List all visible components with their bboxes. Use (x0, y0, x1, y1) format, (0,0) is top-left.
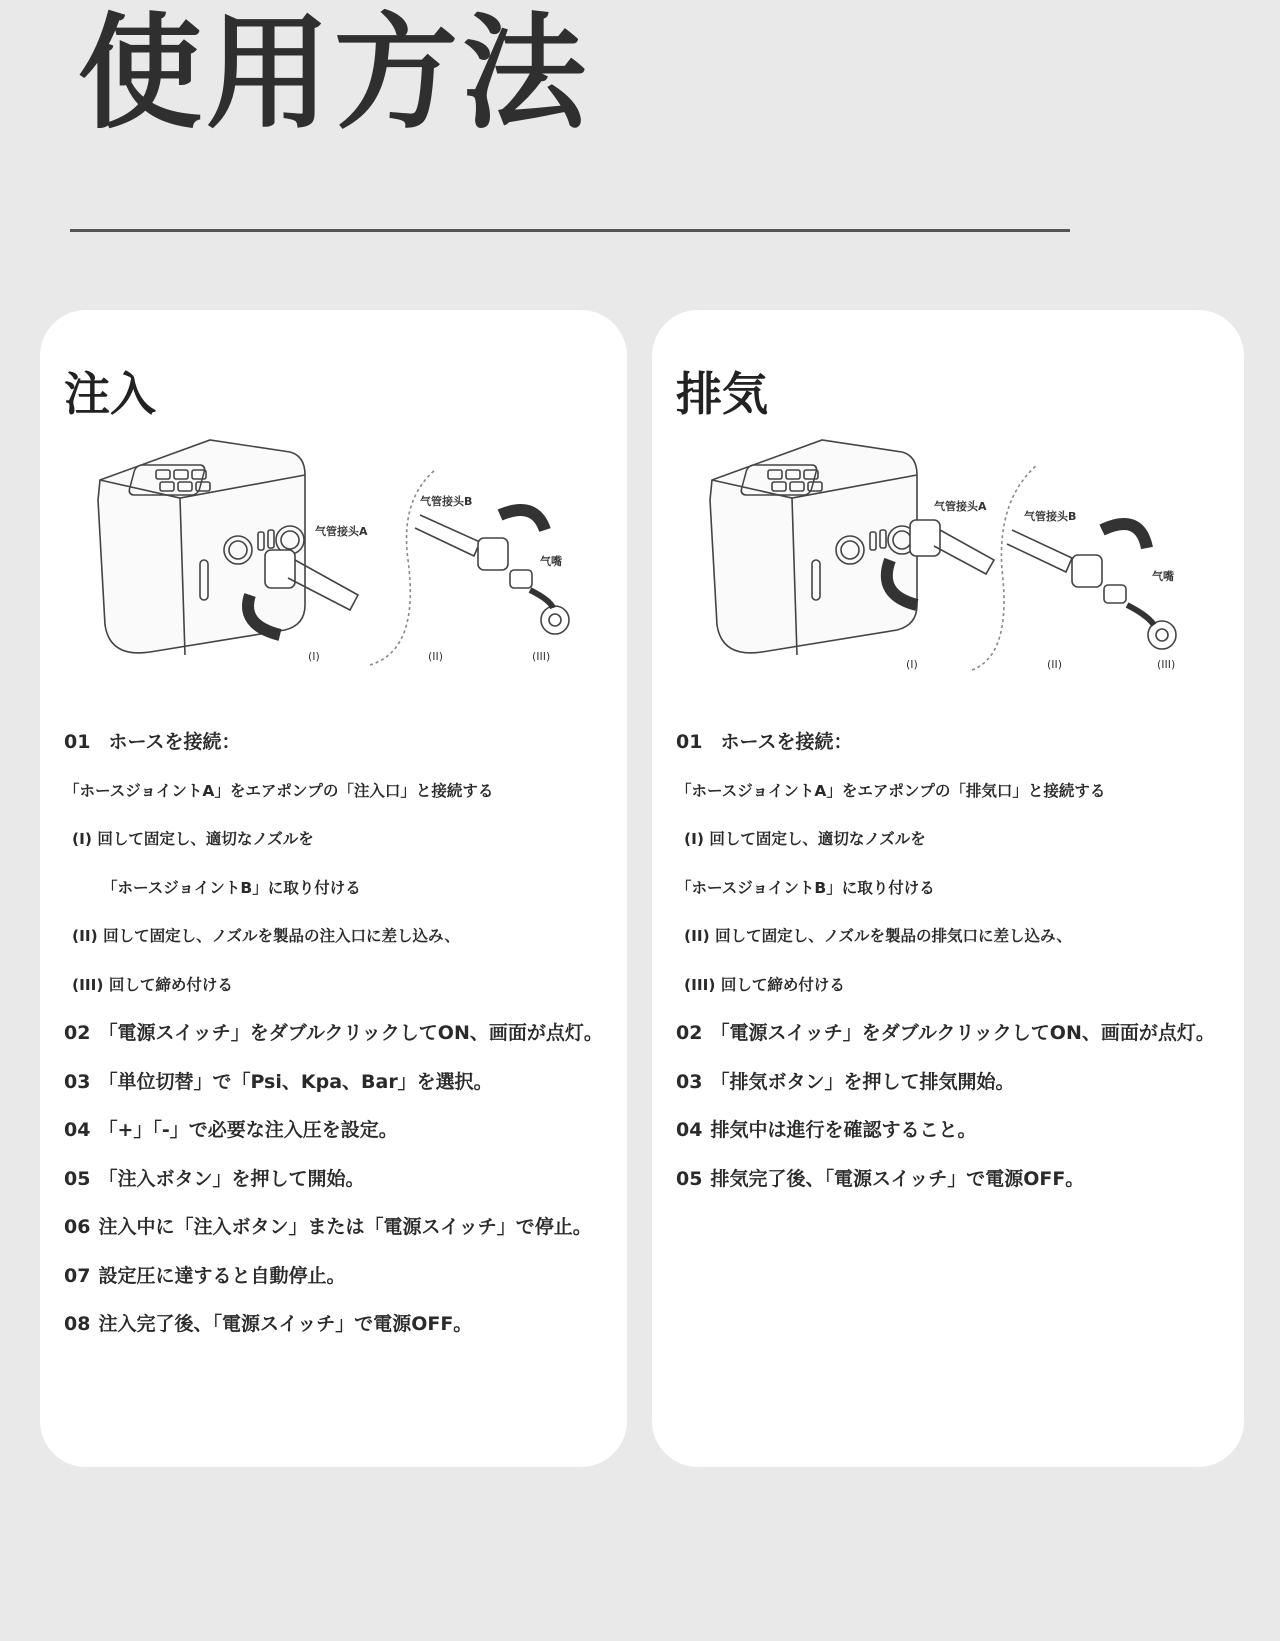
list-item: 03 「単位切替」で「Psi、Kpa、Bar」を選択。 (64, 1070, 493, 1093)
list-item: (III) 回して締め付ける (684, 975, 845, 994)
list-item: (I) 回して固定し、適切なノズルを (72, 830, 314, 848)
label-nozzle: 气嘴 (1152, 570, 1174, 583)
exhaust-steps (676, 730, 1234, 1215)
label-hose-a: 气管接头A (934, 500, 987, 513)
inject-illustration (90, 420, 590, 680)
list-item: (II) 回して固定し、ノズルを製品の排気口に差し込み、 (684, 927, 1072, 945)
inject-title: 注入 (64, 367, 156, 421)
air-pump-icon (710, 440, 917, 655)
list-item: (I) 回して固定し、適切なノズルを (684, 830, 926, 848)
label-hose-b: 气管接头B (420, 495, 473, 508)
list-item: 02 「電源スイッチ」をダブルクリックしてON、画面が点灯。 (676, 1022, 1215, 1044)
list-item: 05 排気完了後、「電源スイッチ」で電源OFF。 (676, 1167, 1085, 1190)
list-item: 03 「排気ボタン」を押して排気開始。 (676, 1070, 1015, 1093)
list-item: 「ホースジョイントA」をエアポンプの「注入口」と接続する (64, 781, 494, 800)
list-item: 01 ホースを接続： (676, 731, 853, 753)
inject-card (40, 310, 627, 1467)
list-item: 02 「電源スイッチ」をダブルクリックしてON、画面が点灯。 (64, 1022, 603, 1044)
inject-steps (64, 730, 617, 1361)
exhaust-illustration (702, 420, 1202, 680)
exhaust-card (652, 310, 1244, 1467)
list-item: (III) 回して締め付ける (72, 975, 233, 994)
hose-joint-b-icon (415, 515, 532, 588)
label-step-3: (III) (532, 650, 551, 663)
nozzle-icon (530, 590, 569, 634)
list-item: 01 ホースを接続： (64, 731, 241, 753)
label-hose-a: 气管接头A (315, 525, 368, 538)
list-item: 「ホースジョイントB」に取り付ける (102, 878, 361, 897)
label-step-2: (II) (1047, 658, 1063, 671)
list-item: 04 「+」「-」で必要な注入圧を設定。 (64, 1119, 398, 1141)
label-hose-b: 气管接头B (1024, 510, 1077, 523)
air-pump-icon (98, 440, 305, 655)
list-item: (II) 回して固定し、ノズルを製品の注入口に差し込み、 (72, 927, 460, 945)
list-item: 「ホースジョイントB」に取り付ける (676, 878, 935, 897)
label-step-1: (I) (308, 650, 320, 663)
title-divider (70, 229, 1070, 232)
label-nozzle: 气嘴 (540, 555, 562, 568)
rotate-arrow-icon (500, 510, 545, 530)
hose-joint-a-icon (910, 520, 994, 574)
list-item: 「ホースジョイントA」をエアポンプの「排気口」と接続する (676, 781, 1106, 800)
label-step-1: (I) (906, 658, 918, 671)
rotate-arrow-icon (1102, 524, 1147, 548)
hose-joint-b-icon (1007, 530, 1126, 603)
page-title: 使用方法 (78, 2, 591, 146)
list-item: 04 排気中は進行を確認すること。 (676, 1119, 977, 1141)
exhaust-title: 排気 (676, 367, 768, 421)
list-item: 06 注入中に「注入ボタン」または「電源スイッチ」で停止。 (64, 1216, 592, 1238)
label-step-2: (II) (428, 650, 444, 663)
nozzle-icon (1127, 605, 1176, 649)
list-item: 07 設定圧に達すると自動停止。 (64, 1264, 346, 1287)
label-step-3: (III) (1157, 658, 1176, 671)
list-item: 08 注入完了後、「電源スイッチ」で電源OFF。 (64, 1313, 473, 1335)
list-item: 05 「注入ボタン」を押して開始。 (64, 1167, 365, 1190)
